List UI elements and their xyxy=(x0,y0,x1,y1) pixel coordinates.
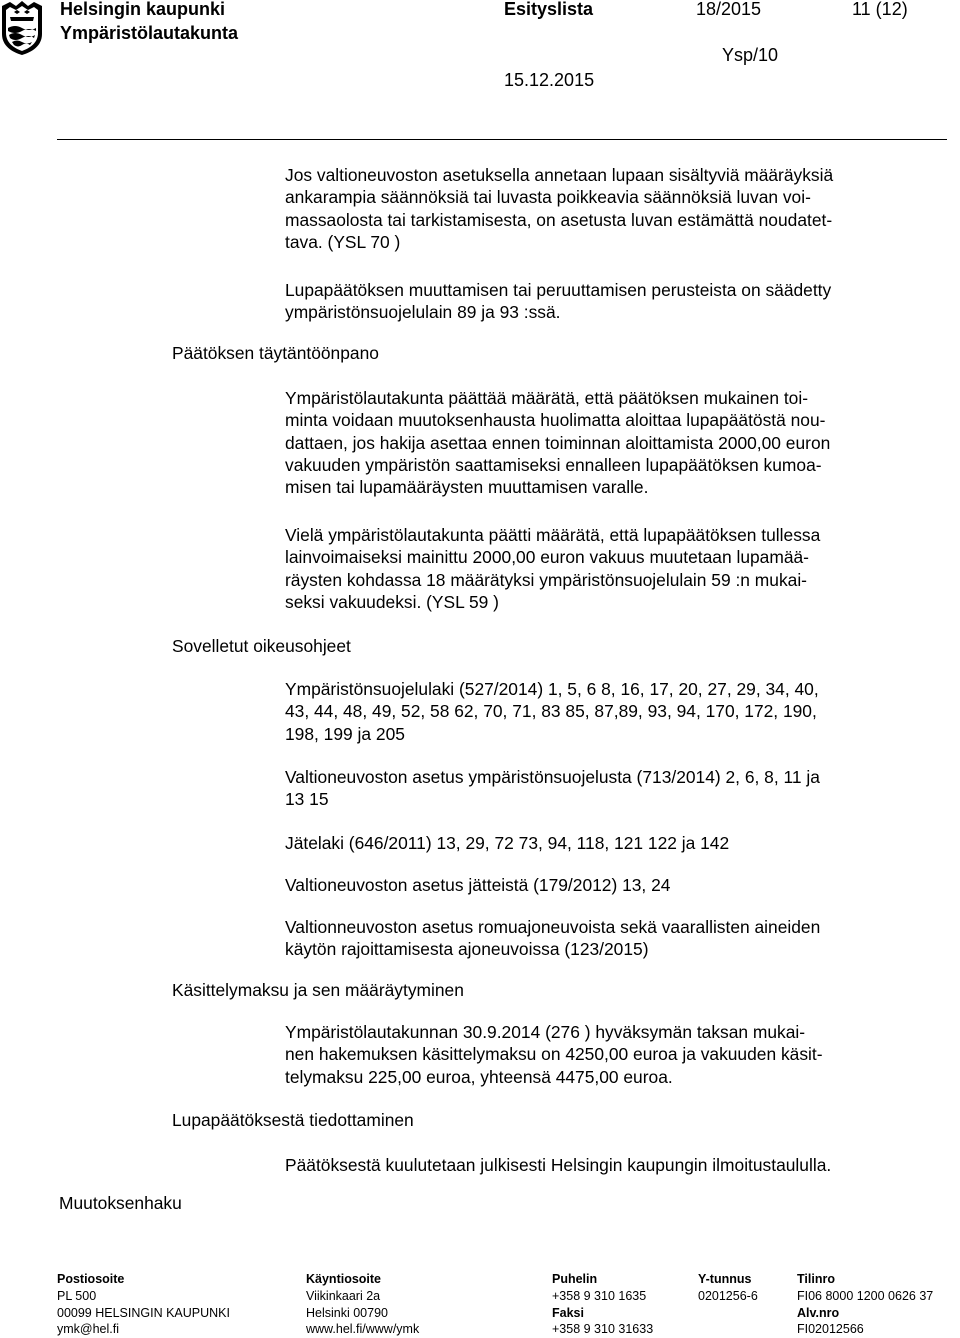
text-line: räysten kohdassa 18 määrätyksi ympäristönsuojelulain 59 :n mukai- xyxy=(285,569,807,590)
section-implementation: Päätöksen täytäntöönpano xyxy=(172,343,379,363)
text-line: 198, 199 ja 205 xyxy=(285,723,405,744)
footer-label: Postiosoite xyxy=(57,1272,125,1286)
paragraph-fee xyxy=(285,1021,945,1088)
footer-ytunnus xyxy=(698,1271,758,1305)
section-code: Ysp/10 xyxy=(722,45,779,65)
paragraph-waste-act xyxy=(285,832,945,854)
text-line: Valtionneuvoston asetus romuajoneuvoista sekä vaarallisten aineiden xyxy=(285,917,821,937)
text-line: 13 15 xyxy=(285,789,329,810)
committee-name: Ympäristölautakunta xyxy=(60,23,239,43)
paragraph-vehicle-decree xyxy=(285,916,945,961)
document-number: 18/2015 xyxy=(696,0,762,19)
text-line: tava. (YSL 70 ) xyxy=(285,231,401,252)
text-line: käytön rajoittamisesta ajoneuvoissa (123/2015) xyxy=(285,939,649,960)
footer-value: PL 500 xyxy=(57,1288,97,1303)
text-line: Päätöksestä kuulutetaan julkisesti Helsingin kaupungin ilmoitustaululla. xyxy=(285,1155,832,1175)
text-line: vakuuden ympäristön saattamiseksi ennalleen lupapäätöksen kumoa- xyxy=(285,454,822,475)
text-line: massaolosta tai tarkistamisesta, on asetusta luvan estämättä noudatet- xyxy=(285,209,833,230)
footer-label: Faksi xyxy=(552,1305,584,1320)
footer-value: +358 9 310 1635 xyxy=(552,1288,647,1303)
page-number: 11 (12) xyxy=(852,0,908,19)
text-line: nen hakemuksen käsittelymaksu on 4250,00 euroa ja vakuuden käsit- xyxy=(285,1044,823,1065)
text-line: minta voidaan muutoksenhausta huolimatta aloittaa lupapäätöstä nou- xyxy=(285,410,826,431)
section-appeal: Muutoksenhaku xyxy=(59,1193,182,1213)
footer-label: Käyntiosoite xyxy=(306,1272,382,1286)
header-rule xyxy=(57,139,947,140)
paragraph-security xyxy=(285,524,945,613)
organization-name: Helsingin kaupunki xyxy=(60,0,226,19)
footer-visit xyxy=(306,1271,419,1338)
text-line: 43, 44, 48, 49, 52, 58 62, 70, 71, 83 85, 87,89, 93, 94, 170, 172, 190, xyxy=(285,701,817,722)
text-line: lainvoimaiseksi mainittu 2000,00 euron vakuus muutetaan lupamää- xyxy=(285,547,809,568)
section-fee: Käsittelymaksu ja sen määräytyminen xyxy=(172,980,464,1000)
meeting-date: 15.12.2015 xyxy=(504,70,595,90)
text-line: Vielä ympäristölautakunta päätti määrätä, että lupapäätöksen tullessa xyxy=(285,525,821,545)
paragraph-notification xyxy=(285,1154,945,1176)
footer-postal xyxy=(57,1271,230,1338)
footer-value: ymk@hel.fi xyxy=(57,1322,120,1337)
text-line: ankarampia säännöksiä tai luvasta poikkeavia säännöksiä luvan voi- xyxy=(285,187,811,208)
text-line: Jätelaki (646/2011) 13, 29, 72 73, 94, 118, 121 122 ja 142 xyxy=(285,833,730,853)
text-line: seksi vakuudeksi. (YSL 59 ) xyxy=(285,591,499,612)
footer-label: Tilinro xyxy=(797,1272,835,1286)
footer-value: Viikinkaari 2a xyxy=(306,1288,381,1303)
footer-value: FI02012566 xyxy=(797,1322,864,1337)
footer-label: Alv.nro xyxy=(797,1305,840,1320)
text-line: Ympäristölautakunta päättää määrätä, että päätöksen mukainen toi- xyxy=(285,388,809,408)
footer-label: Puhelin xyxy=(552,1272,598,1286)
text-line: Ympäristönsuojelulaki (527/2014) 1, 5, 6 8, 16, 17, 20, 27, 29, 34, 40, xyxy=(285,679,819,699)
text-line: Lupapäätöksen muuttamisen tai peruuttamisen perusteista on säädetty xyxy=(285,280,832,300)
paragraph-ysl70 xyxy=(285,164,945,253)
text-line: dattaen, jos hakija asettaa ennen toiminnan aloittamista 2000,00 euron xyxy=(285,432,831,453)
footer-phone xyxy=(552,1271,653,1338)
footer-value: Helsinki 00790 xyxy=(306,1305,388,1320)
text-line: ympäristönsuojelulain 89 ja 93 :ssä. xyxy=(285,302,561,323)
paragraph-ysl-law xyxy=(285,678,945,745)
footer-value: 0201256-6 xyxy=(698,1288,758,1303)
footer-value: FI06 8000 1200 0626 37 xyxy=(797,1288,934,1303)
text-line: misen tai lupamääräysten muuttamisen varalle. xyxy=(285,477,649,498)
footer-value: www.hel.fi/www/ymk xyxy=(306,1322,420,1337)
footer-label: Y-tunnus xyxy=(698,1272,752,1286)
section-applied-law: Sovelletut oikeusohjeet xyxy=(172,636,351,656)
footer-value: +358 9 310 31633 xyxy=(552,1322,654,1337)
paragraph-waste-decree xyxy=(285,874,945,896)
section-notification: Lupapäätöksestä tiedottaminen xyxy=(172,1110,414,1130)
footer-value: 00099 HELSINGIN KAUPUNKI xyxy=(57,1305,230,1320)
text-line: Ympäristölautakunnan 30.9.2014 (276 ) hyväksymän taksan mukai- xyxy=(285,1022,806,1042)
document-type: Esityslista xyxy=(504,0,594,19)
paragraph-implementation xyxy=(285,387,945,498)
footer-account xyxy=(797,1271,933,1338)
text-line: Valtioneuvoston asetus ympäristönsuojelusta (713/2014) 2, 6, 8, 11 ja xyxy=(285,767,820,787)
text-line: Jos valtioneuvoston asetuksella annetaan lupaan sisältyviä määräyksiä xyxy=(285,165,834,185)
text-line: Valtioneuvoston asetus jätteistä (179/2012) 13, 24 xyxy=(285,875,671,895)
paragraph-env-decree xyxy=(285,766,945,811)
paragraph-revocation xyxy=(285,279,945,324)
text-line: telymaksu 225,00 euroa, yhteensä 4475,00 euroa. xyxy=(285,1066,673,1087)
helsinki-crest-logo xyxy=(0,0,44,56)
